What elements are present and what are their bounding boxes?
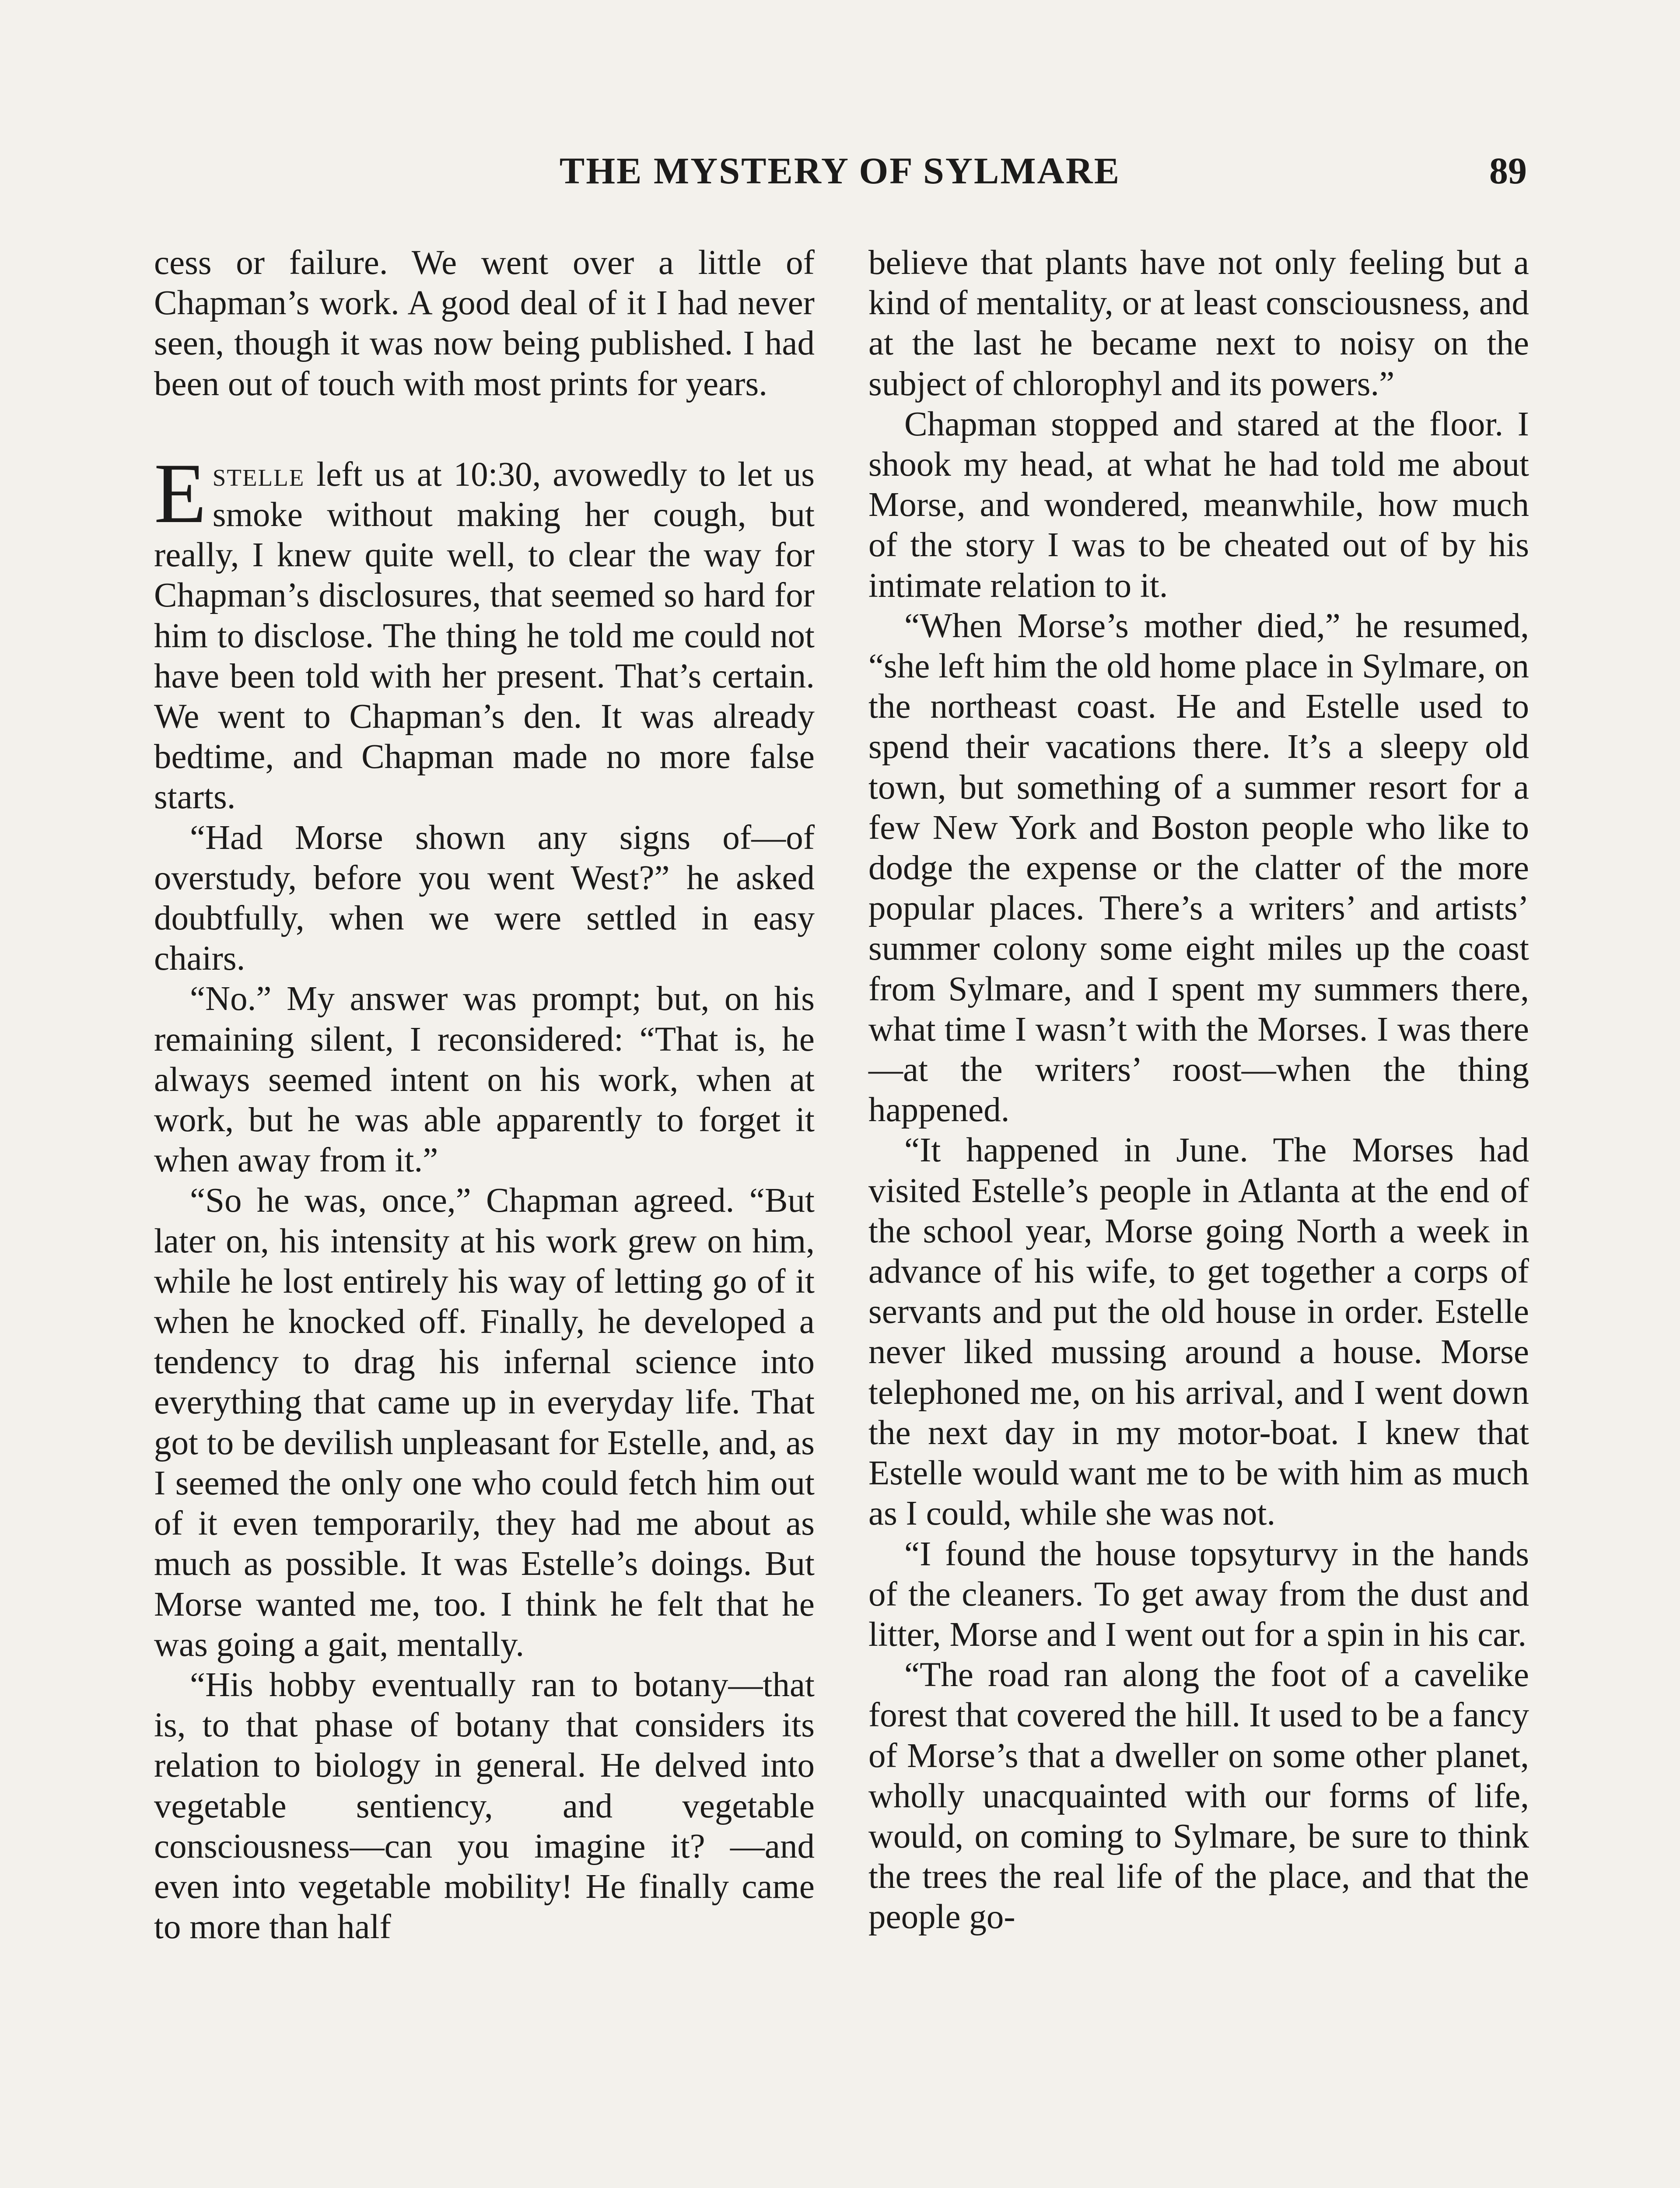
paragraph: “It happened in June. The Morses had visited Estelle’s people in Atlanta at the end of the school year, Morse going North a week in advance of his wife, to get together a corps of servants and put the old house in order. Estelle never liked mussing around a house. Morse telephoned me, on his arrival, and I went down the next day in my motor-boat. I knew that Estelle would want me to be with him as much as I could, while she was not. — [868, 1131, 1529, 1533]
left-column — [154, 243, 815, 1947]
running-title: THE MYSTERY OF SYLMARE — [559, 150, 1121, 192]
paragraph: Chapman stopped and stared at the floor. I shook my head, at what he had told me about Morse, and wondered, meanwhile, how much of the story I was to be cheated out of by his intimate relation to it. — [868, 405, 1529, 605]
small-caps-word: stelle — [212, 455, 305, 494]
paragraph: “His hobby eventually ran to botany—that is, to that phase of botany that considers its relation to biology in general. He delved into vegetable sentiency, and vegetable consciousness—can you imagine it? —and even into vegetable mobility! He finally came to more than half — [154, 1666, 815, 1946]
paragraph: cess or failure. We went over a little of Chapman’s work. A good deal of it I had never seen, though it was now being published. I had been out of touch with most prints for years. — [154, 244, 815, 403]
paragraph: believe that plants have not only feeling but a kind of mentality, or at least consciousness, and at the last he became next to noisy on the subject of chlorophyl and its powers.” — [868, 244, 1529, 403]
paragraph-text: left us at 10:30, avowedly to let us smoke without making her cough, but really, I knew quite well, to clear the way for Chapman’s disclosures, that seemed so hard for him to disclose. The thing he told me could not have been told with her present. That’s certain. We went to Chapman’s den. It was already bedtime, and Chapman made no more false starts. — [154, 455, 815, 817]
paragraph: “When Morse’s mother died,” he resumed, “she left him the old home place in Sylmare, on the northeast coast. He and Estelle used to spend their vacations there. It’s a sleepy old town, but something of a summer resort for a few New York and Boston people who like to dodge the expense or the clatter of the more popular places. There’s a writers’ and artists’ summer colony some eight miles up the coast from Sylmare, and I spent my summers there, what time I wasn’t with the Morses. I was there—at the writers’ roost—when the thing happened. — [868, 607, 1529, 1129]
right-column — [868, 243, 1529, 1938]
paragraph: “I found the house topsyturvy in the hands of the cleaners. To get away from the dust and litter, Morse and I went out for a spin in his car. — [868, 1535, 1529, 1654]
paragraph: “The road ran along the foot of a cavelike forest that covered the hill. It used to be a fancy of Morse’s that a dweller on some other planet, wholly unacquainted with our forms of life, would, on coming to Sylmare, be sure to think the trees the real life of the place, and that the people go- — [868, 1656, 1529, 1936]
paragraph: “No.” My answer was prompt; but, on his remaining silent, I reconsidered: “That is, he always seemed intent on his work, when at work, but he was able apparently to forget it when away from it.” — [154, 980, 815, 1180]
paragraph: “Had Morse shown any signs of—of overstudy, before you went West?” he asked doubtfully, when we were settled in easy chairs. — [154, 818, 815, 978]
drop-cap: E — [154, 445, 206, 541]
page-number: 89 — [1489, 150, 1527, 192]
running-header — [153, 144, 1527, 197]
paragraph: “So he was, once,” Chapman agreed. “But later on, his intensity at his work grew on him, while he lost entirely his way of letting go of it when he knocked off. Finally, he developed a tendency to drag his infernal science into everything that came up in everyday life. That got to be devilish unpleasant for Estelle, and, as I seemed the only one who could fetch him out of it even temporarily, they had me about as much as possible. It was Estelle’s doings. But Morse wanted me, too. I think he felt that he was going a gait, mentally. — [154, 1182, 815, 1664]
section-start-paragraph — [154, 445, 815, 818]
